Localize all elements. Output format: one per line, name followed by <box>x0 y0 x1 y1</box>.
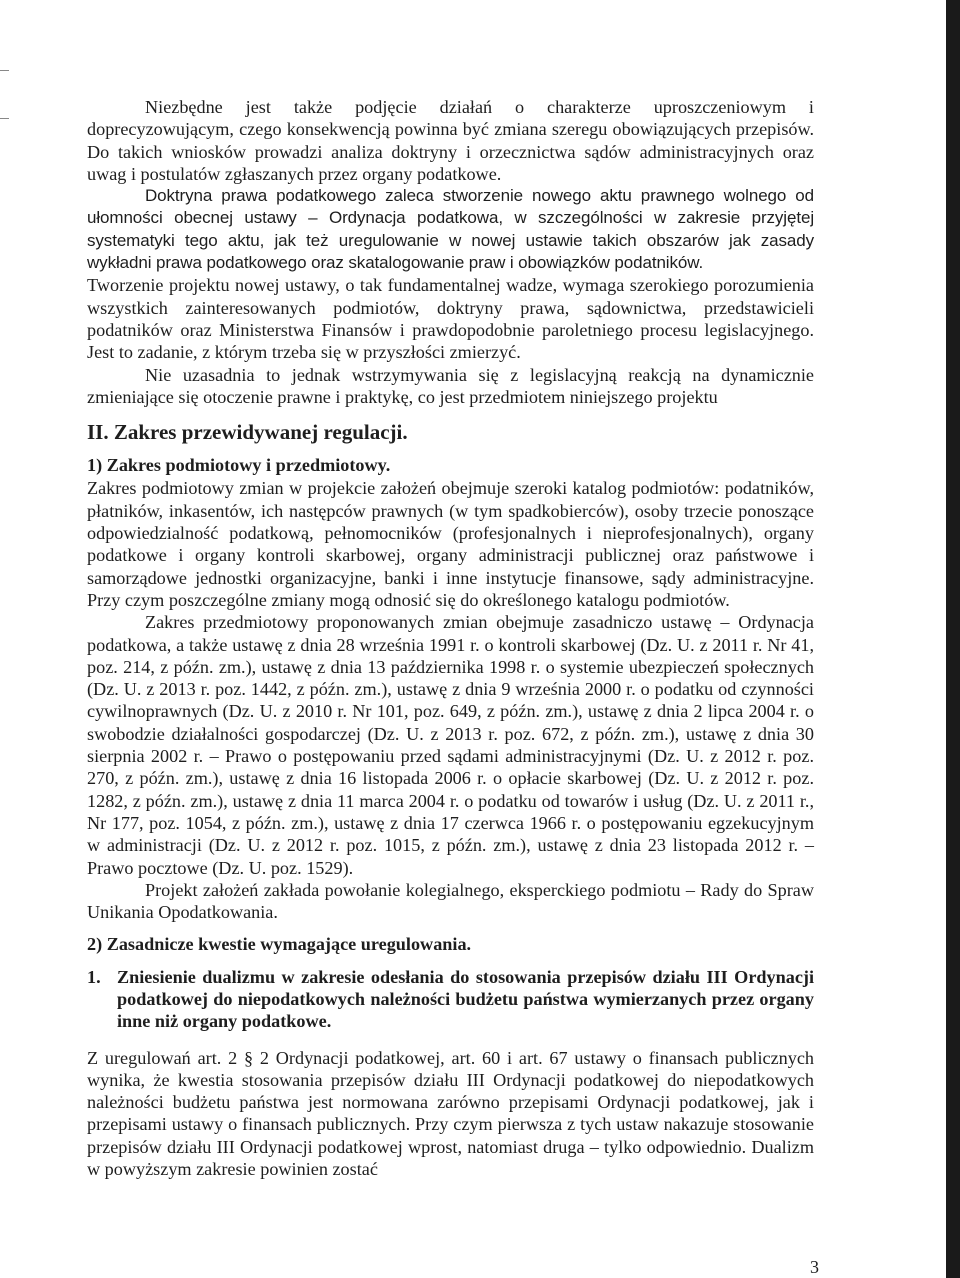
paragraph: Zakres podmiotowy zmian w projekcie założeń obejmuje szeroki katalog podmiotów: podatników, płatników, inkasentów, ich następców prawnych (w tym spadkobierców), osoby trzecie ponoszące odpowiedzialność podatkową, pełnomocników (profesjonalnych i nieprofesjonalnych), organy podatkowe i organy kontroli skarbowej, organy administracji publicznej oraz państwowe i samorządowe jednostki organizacyjne, banki i inne instytucje finansowe, sądy administracyjne. Przy czym poszczególne zmiany mogą odnosić się do określonego katalogu podmiotów. <box>87 478 814 610</box>
paragraph: Niezbędne jest także podjęcie działań o charakterze uproszczeniowym i doprecyzowującym, czego konsekwencją powinna być zmiana szeregu obowiązujących przepisów. Do takich wniosków prowadzi analiza doktryny i orzecznictwa sądów administracyjnych oraz uwag i postulatów zgłaszanych przez organy podatkowe. <box>87 97 814 184</box>
paragraph: Z uregulowań art. 2 § 2 Ordynacji podatkowej, art. 60 i art. 67 ustawy o finansach publicznych wynika, że kwestia stosowania przepisów działu III Ordynacji podatkowej do niepodatkowych należności budżetu państwa jest normowana zarówno przepisami Ordynacji podatkowej, jak i przepisami ustawy o finansach publicznych. Przy czym pierwsza z tych ustaw nakazuje stosowanie przepisów działu III Ordynacji podatkowej wprost, natomiast druga – tylko odpowiednio. Dualizm w powyższym zakresie powinien zostać <box>87 1047 814 1180</box>
paragraph: Nie uzasadnia to jednak wstrzymywania się z legislacyjną reakcją na dynamicznie zmieniające się otoczenie prawne i praktykę, co jest przedmiotem niniejszego projektu <box>87 364 814 407</box>
paragraph: Projekt założeń zakłada powołanie kolegialnego, eksperckiego podmiotu – Rady do Spraw Unikania Opodatkowania. <box>87 879 814 923</box>
paragraph: Zakres przedmiotowy proponowanych zmian obejmuje zasadniczo ustawę – Ordynacja podatkowa, a także ustawę z dnia 28 września 1991 r. o kontroli skarbowej (Dz. U. z 2011 r. Nr 41, poz. 214, z późn. zm.), ustawę z dnia 13 października 1998 r. o systemie ubezpieczeń społecznych (Dz. U. z 2013 r. poz. 1442, z późn. zm.), ustawę z dnia 9 września 2000 r. o podatku od czynności cywilnoprawnych (Dz. U. z 2010 r. Nr 101, poz. 649, z późn. zm.), ustawę z dnia 2 lipca 2004 r. o swobodzie działalności gospodarczej (Dz. U. z 2013 r. poz. 672, z późn. zm.), ustawę z dnia 30 sierpnia 2002 r. – Prawo o postępowaniu przed sądami administracyjnymi (Dz. U. z 2012 r. poz. 270, z późn. zm.), ustawę z dnia 16 listopada 2006 r. o opłacie skarbowej (Dz. U. z 2012 r. poz. 1282, z późn. zm.), ustawę z dnia 11 marca 2004 r. o podatku od towarów i usług (Dz. U. z 2011 r., Nr 177, poz. 1054, z późn. zm.), ustawę z dnia 17 czerwca 1966 r. o postępowaniu egzekucyjnym w administracji (Dz. U. z 2012 r. poz. 1015, z późn. zm.), ustawę z dnia 23 listopada 2012 r. – Prawo pocztowe (Dz. U. poz. 1529). <box>87 612 814 878</box>
numbered-item <box>87 966 814 1033</box>
scan-mark <box>0 118 9 119</box>
page-number: 3 <box>810 1257 819 1277</box>
scan-edge <box>946 0 960 1278</box>
scan-mark <box>0 70 9 71</box>
page-body <box>87 96 814 1180</box>
subsection-heading: 1) Zakres podmiotowy i przedmiotowy. <box>87 455 391 476</box>
paragraph: Tworzenie projektu nowej ustawy, o tak fundamentalnej wadze, wymaga szerokiego porozumienia wszystkich zainteresowanych podmiotów, doktryny prawa, sądownictwa, przedstawicieli podatników oraz Ministerstwa Finansów i prawdopodobnie paroletniego procesu legislacyjnego. Jest to zadanie, z którym trzeba się w przyszłości zmierzyć. <box>87 275 814 363</box>
item-heading: Zniesienie dualizmu w zakresie odesłania do stosowania przepisów działu III Ordynacji podatkowej do niepodatkowych należności budżetu państwa wymierzanych przez organy inne niż organy podatkowe. <box>117 966 814 1032</box>
item-number: 1. <box>87 966 101 987</box>
section-heading: II. Zakres przewidywanej regulacji. <box>87 420 408 445</box>
subsection-heading: 2) Zasadnicze kwestie wymagające uregulowania. <box>87 934 472 955</box>
paragraph: Doktryna prawa podatkowego zaleca stworzenie nowego aktu prawnego wolnego od ułomności obecnej ustawy – Ordynacja podatkowa, w szczególności w zakresie przyjętej systematyki tego aktu, jak też uregulowanie w nowej ustawie takich obszarów jak zasady wykładni prawa podatkowego oraz skatalogowanie praw i obowiązków podatników. <box>87 186 814 273</box>
